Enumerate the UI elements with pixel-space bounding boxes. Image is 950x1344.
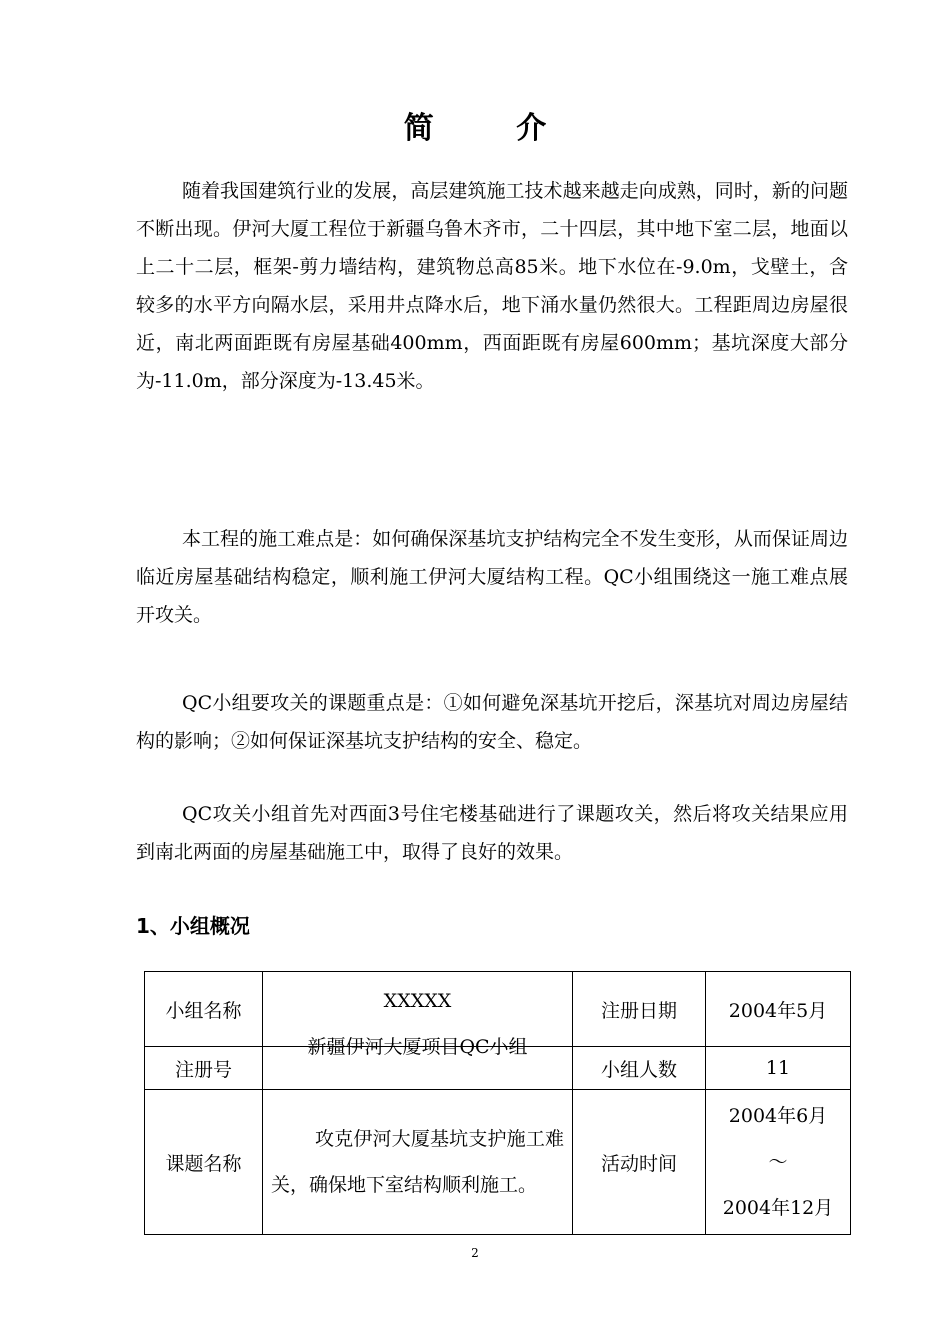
intro-paragraph-2: 本工程的施工难点是：如何确保深基坑支护结构完全不发生变形，从而保证周边临近房屋基础结构稳定，顺利施工伊河大厦结构工程。QC小组围绕这一施工难点展开攻关。 — [136, 528, 848, 626]
table-row — [145, 1090, 851, 1235]
reg-date-value: 2004年5月 — [706, 972, 851, 1047]
activity-time-cell — [706, 1090, 851, 1235]
activity-end: 2004年12月 — [722, 1197, 834, 1219]
section-heading: 1、小组概况 — [136, 914, 250, 938]
topic-cell — [263, 1090, 573, 1235]
members-value: 11 — [706, 1047, 851, 1090]
activity-start: 2004年6月 — [728, 1105, 828, 1127]
page-title: 简 介 — [403, 111, 583, 146]
intro-paragraph-1: 随着我国建筑行业的发展，高层建筑施工技术越来越走向成熟，同时，新的问题不断出现。伊河大厦工程位于新疆乌鲁木齐市，二十四层，其中地下室二层，地面以上二十二层，框架-剪力墙结构，建筑物总高85米。地下水位在-9.0m，戈壁土，含较多的水平方向隔水层，采用井点降水后，地下涌水量仍然很大。工程距周边房屋很近，南北两面距既有房屋基础400mm，西面距既有房屋600mm；基坑深度大部分为-11.0m，部分深度为-13.45米。 — [136, 180, 848, 392]
group-name-line2: 新疆伊河大厦项目QC小组 — [307, 1036, 528, 1058]
group-name-label: 小组名称 — [145, 972, 263, 1047]
intro-paragraph-4: QC攻关小组首先对西面3号住宅楼基础进行了课题攻关，然后将攻关结果应用到南北两面的房屋基础施工中，取得了良好的效果。 — [136, 803, 848, 863]
topic-label: 课题名称 — [145, 1090, 263, 1235]
topic-value: 攻克伊河大厦基坑支护施工难关，确保地下室结构顺利施工。 — [271, 1128, 564, 1196]
group-name-line1: XXXXX — [383, 990, 452, 1012]
table-row — [145, 972, 851, 1047]
group-info-table — [144, 971, 851, 1235]
group-name-cell — [263, 972, 573, 1058]
reg-date-label: 注册日期 — [573, 972, 706, 1047]
reg-no-label: 注册号 — [145, 1047, 263, 1090]
members-label: 小组人数 — [573, 1047, 706, 1090]
activity-label: 活动时间 — [573, 1090, 706, 1235]
activity-separator: ～ — [768, 1151, 788, 1173]
intro-paragraph-3: QC小组要攻关的课题重点是：①如何避免深基坑开挖后，深基坑对周边房屋结构的影响；②如何保证深基坑支护结构的安全、稳定。 — [136, 692, 848, 752]
page-number: 2 — [471, 1246, 479, 1260]
